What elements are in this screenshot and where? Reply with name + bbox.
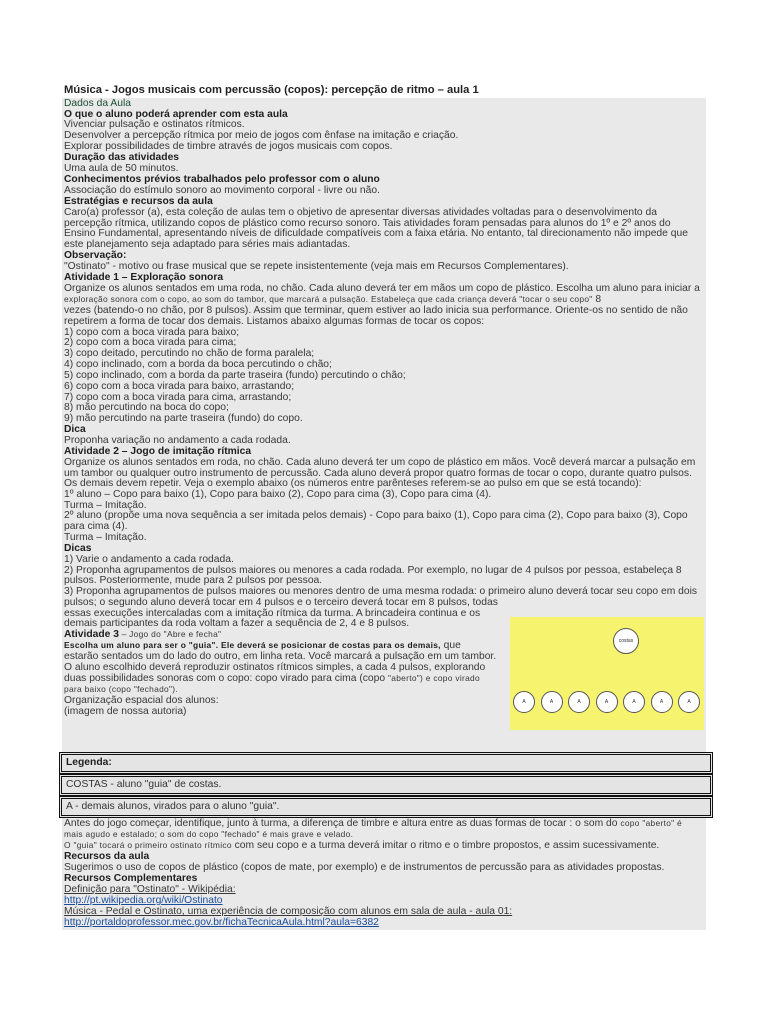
content-line <box>64 402 229 413</box>
line-text: Desenvolver a percepção rítmica por meio de jogos com ênfase na imitação e criação. <box>64 130 459 141</box>
line-text: Associação do estímulo sonoro ao movimento corporal - livre ou não. <box>64 185 380 196</box>
content-line <box>64 250 126 261</box>
after-line <box>64 840 659 851</box>
content-line <box>64 98 131 109</box>
line-text: Estratégias e recursos da aula <box>64 196 213 207</box>
line-text: Organize os alunos sentados em uma roda, no chão. Cada aluno deverá ter em mãos um copo de plástico. Escolha um aluno para iniciar a <box>64 283 700 294</box>
content-line <box>64 130 458 141</box>
content-line <box>64 586 697 597</box>
line-text: "aberto") e copo virado <box>387 673 480 683</box>
content-line <box>64 424 86 435</box>
content-line <box>64 261 569 272</box>
content-line <box>64 597 498 608</box>
line-text: 8 <box>592 294 602 305</box>
legend-title: Legenda: <box>66 757 112 768</box>
line-text: Atividade 1 – Exploração sonora <box>64 272 224 283</box>
guia-circle: costas <box>613 628 639 654</box>
content-line <box>64 348 314 359</box>
line-text: O aluno escolhido deverá reproduzir ostinatos rítmicos simples, a cada 4 pulsos, explorando <box>64 662 486 673</box>
content-line <box>64 294 601 305</box>
line-text: repetirem a forma de tocar dos demais. Listamos abaixo algumas formas de tocar os copos: <box>64 316 485 327</box>
student-circle: A <box>623 691 645 713</box>
line-text: Uma aula de 50 minutos. <box>64 163 179 174</box>
content-line <box>64 521 128 532</box>
line-text: Os demais devem repetir. Veja o exemplo abaixo (os números entre parênteses referem-se ao pulso em que se está tocando): <box>64 478 642 489</box>
after-line <box>64 873 197 884</box>
content-line <box>64 163 178 174</box>
line-text: este planejamento seja adaptado para séries mais adiantadas. <box>64 239 351 250</box>
line-text: para cima (4). <box>64 521 128 532</box>
line-text: 6) copo com a boca virada para baixo, arrastando; <box>64 381 295 392</box>
line-text: percepção rítmica, utilizando copos de plástico como recurso sonoro. Tais atividades foram pensadas para alunos do 1º e 2º anos do <box>64 218 671 229</box>
line-text: 2) copo com a boca virada para cima; <box>64 337 237 348</box>
line-text: 7) copo com a boca virada para cima, arrastando; <box>64 392 292 403</box>
line-text: 3) copo deitado, percutindo no chão de forma paralela; <box>64 348 315 359</box>
student-circle: A <box>651 691 673 713</box>
content-line <box>64 640 461 651</box>
line-text: 4) copo inclinado, com a borda da boca percutindo o chão; <box>64 359 332 370</box>
line-text: Explorar possibilidades de timbre através de jogos musicais com copos. <box>64 141 393 152</box>
content-line <box>64 706 186 717</box>
line-text: 1) Varie o andamento a cada rodada. <box>64 554 234 565</box>
content-line <box>64 272 223 283</box>
content-line <box>64 305 688 316</box>
after-line <box>64 818 682 829</box>
line-text: Dados da Aula <box>64 98 131 109</box>
content-line <box>64 413 303 424</box>
content-line <box>64 228 688 239</box>
line-text: Organização espacial dos alunos: <box>64 695 219 706</box>
line-text: Turma – Imitação. <box>64 500 147 511</box>
content-line <box>64 575 322 586</box>
content-line <box>64 629 221 640</box>
after-line <box>64 862 664 873</box>
after-legend-content <box>62 818 706 930</box>
line-text: "Ostinato" - motivo ou frase musical que se repete insistentemente (veja mais em Recursos Complementares). <box>64 261 569 272</box>
line-text: Sugerimos o uso de copos de plástico (copos de mate, por exemplo) e de instrumentos de percussão para as atividades propostas. <box>64 862 665 873</box>
content-line <box>64 119 245 130</box>
line-text: que <box>440 640 461 651</box>
reference-link[interactable]: Definição para "Ostinato" - Wikipédia: <box>64 884 236 895</box>
line-text: Caro(a) professor (a), esta coleção de aulas tem o objetivo de apresentar diversas atividades voltadas para o desenvolvimento da <box>64 207 657 218</box>
line-text: 2) Proponha agrupamentos de pulsos maiores ou menores a cada rodada. Por exemplo, no lugar de 4 pulsos por pessoa, estabeleça 8 <box>64 565 682 576</box>
content-line <box>64 662 485 673</box>
after-line <box>64 884 236 895</box>
student-circle: A <box>541 691 563 713</box>
line-text: Recursos Complementares <box>64 873 198 884</box>
content-line <box>64 673 480 684</box>
line-text: 2º aluno (propõe uma nova sequência a ser imitada pelos demais) - Copo para baixo (1), Copo para cima (2), Copo para baixo (3), Copo <box>64 510 688 521</box>
line-text: vezes (batendo-o no chão, por 8 pulsos). Assim que terminar, quem estiver ao lado inicia sua performance. Oriente-os no sentido de não <box>64 305 688 316</box>
line-text: O que o aluno poderá aprender com esta aula <box>64 109 288 120</box>
line-text: Proponha variação no andamento a cada rodada. <box>64 435 291 446</box>
content-line <box>64 457 695 468</box>
line-text: duas possibilidades sonoras com o copo: copo virado para cima (copo <box>64 673 388 684</box>
content-line <box>64 435 291 446</box>
content-line <box>64 381 294 392</box>
line-text: (imagem de nossa autoria) <box>64 706 187 717</box>
content-line <box>64 478 642 489</box>
line-text: 1) copo com a boca virada para baixo; <box>64 327 240 338</box>
content-line <box>64 207 657 218</box>
legend-title-box <box>59 752 713 774</box>
line-text: essas execuções intercaladas com a imitação rítmica da turma. A brincadeira continua e os <box>64 608 481 619</box>
content-line <box>64 695 219 706</box>
reference-link[interactable]: http://portaldoprofessor.mec.gov.br/fichaTecnicaAula.html?aula=6382 <box>64 917 379 928</box>
line-text: um tambor ou qualquer outro instrumento de percussão. Cada aluno deverá propor quatro formas de tocar o copo, durante quatro pulsos. <box>64 468 692 479</box>
after-line <box>64 851 149 862</box>
line-text: para baixo (copo "fechado"). <box>64 684 178 694</box>
student-circle: A <box>513 691 535 713</box>
line-text: 8) mão percutindo na boca do copo; <box>64 402 229 413</box>
content-line <box>64 554 234 565</box>
content-line <box>64 543 91 554</box>
content-line <box>64 446 251 457</box>
page-title: Música - Jogos musicais com percussão (copos): percepção de ritmo – aula 1 <box>64 84 479 96</box>
legend-costas-box <box>59 774 713 796</box>
legend-costas: COSTAS - aluno "guia" de costas. <box>66 779 222 790</box>
line-text: Conhecimentos prévios trabalhados pelo professor com o aluno <box>64 174 380 185</box>
content-line <box>64 489 491 500</box>
line-text: Dica <box>64 424 86 435</box>
line-text: O "guia" tocará o primeiro ostinato rítmico <box>64 840 232 850</box>
line-text: – Jogo do "Abre e fecha" <box>118 629 222 639</box>
content-line <box>64 185 380 196</box>
content-line <box>64 684 178 695</box>
line-text: 1º aluno – Copo para baixo (1), Copo para baixo (2), Copo para cima (3), Copo para cima (4). <box>64 489 492 500</box>
line-text: exploração sonora com o copo, ao som do tambor, que marcará a pulsação. Estabeleça que cada criança deverá "tocar o seu copo" <box>64 294 593 304</box>
content-line <box>64 283 700 294</box>
content-line <box>64 651 496 662</box>
line-text: demais participantes da roda voltam a fazer a sequência de 2, 4 e 8 pulsos. <box>64 618 410 629</box>
line-text: Atividade 3 <box>64 629 119 640</box>
line-text: 5) copo inclinado, com a borda da parte traseira (fundo) percutindo o chão; <box>64 370 406 381</box>
student-circle: A <box>596 691 618 713</box>
line-text: Recursos da aula <box>64 851 150 862</box>
content-line <box>64 618 409 629</box>
content-line <box>64 239 350 250</box>
line-text: copo "aberto" é <box>620 818 683 828</box>
line-text: Escolha um aluno para ser o "guia". Ele deverá se posicionar de costas para os demais, <box>64 640 441 650</box>
content-line <box>64 174 380 185</box>
content-line <box>64 370 406 381</box>
line-text: Atividade 2 – Jogo de imitação rítmica <box>64 446 252 457</box>
line-text: 3) Proponha agrupamentos de pulsos maiores ou menores dentro de uma mesma rodada: o primeiro aluno deverá tocar seu copo em dois <box>64 586 698 597</box>
line-text: Duração das atividades <box>64 152 180 163</box>
line-text: 9) mão percutindo na parte traseira (fundo) do copo. <box>64 413 303 424</box>
line-text: mais agudo e estalado; o som do copo "fechado" é mais grave e velado. <box>64 829 354 839</box>
reference-link[interactable]: http://pt.wikipedia.org/wiki/Ostinato <box>64 895 223 906</box>
content-line <box>64 532 147 543</box>
content-line <box>64 510 688 521</box>
line-text: Antes do jogo começar, identifique, junto à turma, a diferença de timbre e altura entre as duas formas de tocar : o som do <box>64 818 621 829</box>
content-line <box>64 337 236 348</box>
content-line <box>64 152 179 163</box>
content-line <box>64 359 332 370</box>
line-text: com seu copo e a turma deverá imitar o ritmo e o timbre propostos, e assim sucessivamente. <box>231 840 660 851</box>
line-text: Dicas <box>64 543 92 554</box>
line-text: pulsos. Posteriormente, mude para 2 pulsos por pessoa. <box>64 575 323 586</box>
after-line <box>64 917 379 928</box>
line-text: pulsos; o segundo aluno deverá tocar em 4 pulsos e o terceiro deverá tocar em 8 pulsos, todas <box>64 597 498 608</box>
line-text: Turma – Imitação. <box>64 532 147 543</box>
content-line <box>64 316 484 327</box>
line-text: Vivenciar pulsação e ostinatos rítmicos. <box>64 119 245 130</box>
line-text: Organize os alunos sentados em roda, no chão. Cada aluno deverá ter um copo de plástico em mãos. Você deverá marcar a pulsação em <box>64 457 696 468</box>
line-text: estarão sentados um do lado do outro, em linha reta. Você marcará a pulsação em um tambor. <box>64 651 497 662</box>
content-line <box>64 196 213 207</box>
after-line <box>64 906 512 917</box>
reference-link[interactable]: Música - Pedal e Ostinato, uma experiência de composição com alunos em sala de aula - aula 01: <box>64 906 513 917</box>
legend-a: A - demais alunos, virados para o aluno "guia". <box>66 801 280 812</box>
after-line <box>64 895 223 906</box>
after-line <box>64 829 353 840</box>
seating-diagram <box>510 617 704 730</box>
line-text: Observação: <box>64 250 127 261</box>
content-line <box>64 141 393 152</box>
student-circle: A <box>568 691 590 713</box>
line-text: Ensino Fundamental, apresentando níveis de dificuldade compatíveis com a faixa etária. No entanto, tal direcionamento não impede que <box>64 228 688 239</box>
student-circle: A <box>678 691 700 713</box>
legend-a-box <box>59 796 713 818</box>
